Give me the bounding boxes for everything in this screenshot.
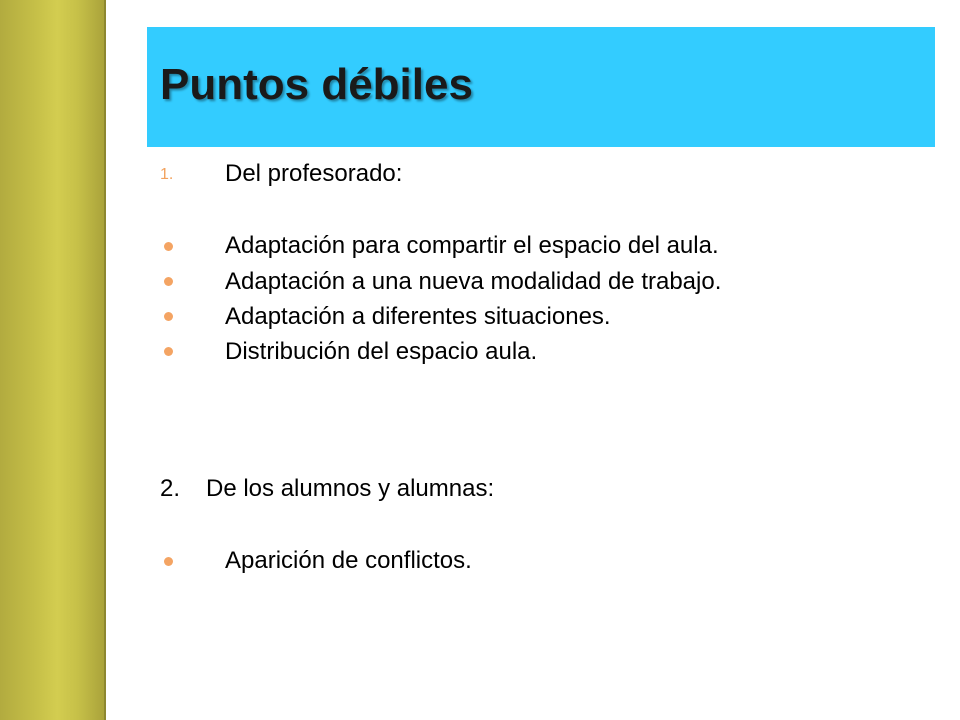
list-item [158,334,918,369]
spacer [158,192,918,228]
list-item-text: Adaptación a diferentes situaciones. [225,303,611,330]
section-1-heading-line [158,156,918,192]
spacer [158,507,918,543]
list-item [158,228,918,264]
bullet-icon [164,277,173,286]
bullet-icon [164,347,173,356]
section-2-number: 2. [160,475,181,502]
bullet-icon [164,242,173,251]
title-band [147,27,935,147]
section-2-heading: De los alumnos y alumnas: [206,475,495,502]
list-item-text: Distribución del espacio aula. [225,338,538,365]
list-item-text: Adaptación a una nueva modalidad de trabajo. [225,268,722,295]
list-item-text: Adaptación para compartir el espacio del aula. [225,232,719,259]
slide-content [158,156,918,579]
list-item [158,299,918,334]
spacer [158,369,918,471]
list-item [158,264,918,299]
section-1-heading: Del profesorado: [225,160,403,187]
list-item-text: Aparición de conflictos. [225,547,472,574]
bullet-icon [164,557,173,566]
bullet-icon [164,312,173,321]
side-decorative-bar [0,0,106,720]
section-1-number: 1. [160,166,174,183]
section-2-heading-line [158,471,918,507]
list-item [158,543,918,579]
slide-title: Puntos débiles [160,60,473,109]
